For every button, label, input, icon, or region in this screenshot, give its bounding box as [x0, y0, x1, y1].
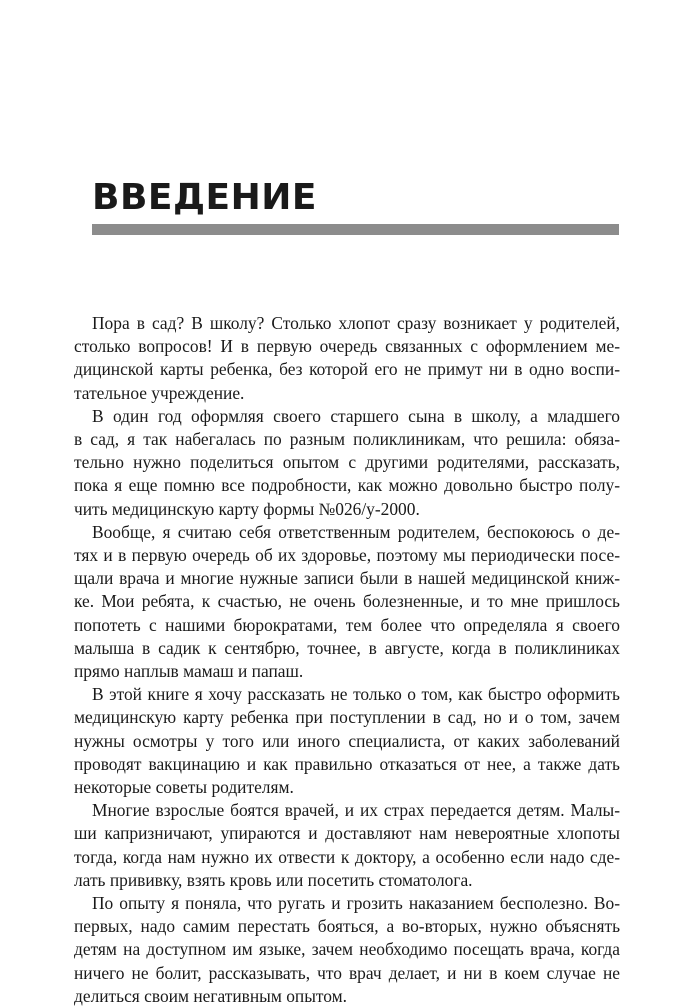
- text-line: в сад, я так набегалась по разным поликлиникам, что решила: обяза-: [74, 429, 620, 450]
- text-line: По опыту я поняла, что ругать и грозить наказанием бесполезно. Во-: [92, 893, 620, 914]
- text-line: ши капризничают, упираются и доставляют нам невероятные хлопоты: [74, 823, 620, 844]
- text-line: ке. Мои ребята, к счастью, не очень болезненные, и то мне пришлось: [74, 591, 620, 612]
- text-line: тях и в первую очередь об их здоровье, поэтому мы периодически посе-: [74, 545, 620, 566]
- paragraph: [74, 312, 620, 405]
- text-line: малыша в садик к сентябрю, точнее, в августе, когда в поликлиниках: [74, 637, 620, 658]
- text-line: В этой книге я хочу рассказать не только о том, как быстро оформить: [92, 684, 620, 705]
- text-line: чить медицинскую карту формы №026/у-2000.: [74, 498, 420, 519]
- paragraph: [74, 892, 620, 1008]
- text-line: тогда, когда нам нужно их отвести к доктору, а особенно если надо сде-: [74, 846, 620, 867]
- text-line: тательное учреждение.: [74, 382, 245, 403]
- text-line: делиться своим негативным опытом.: [74, 985, 347, 1006]
- text-line: лать прививку, взять кровь или посетить стоматолога.: [74, 869, 473, 890]
- text-line: пока я еще помню все подробности, как можно довольно быстро полу-: [74, 475, 620, 496]
- paragraph: [74, 521, 620, 683]
- text-line: щали врача и многие нужные записи были в нашей медицинской книж-: [74, 568, 620, 589]
- text-line: столько вопросов! И в первую очередь связанных с оформлением ме-: [74, 336, 620, 357]
- text-line: медицинскую карту ребенка при поступлении в сад, но и о том, зачем: [74, 707, 620, 728]
- text-line: ничего не болит, рассказывать, что врач делает, и ни в коем случае не: [74, 962, 620, 983]
- text-line: детям на доступном им языке, зачем необходимо посещать врача, когда: [74, 939, 620, 960]
- text-line: некоторые советы родителям.: [74, 777, 294, 798]
- chapter-title: ВВЕДЕНИЕ: [92, 177, 317, 218]
- paragraph: [74, 683, 620, 799]
- paragraph: [74, 405, 620, 521]
- text-line: В один год оформляя своего старшего сына в школу, а младшего: [92, 405, 620, 426]
- text-line: тельно нужно поделиться опытом с другими родителями, рассказать,: [74, 452, 620, 473]
- body-text: [74, 312, 620, 1008]
- text-line: прямо наплыв мамаш и папаш.: [74, 661, 304, 682]
- text-line: проводят вакцинацию и как правильно отказаться от нее, а также дать: [74, 753, 620, 774]
- paragraph: [74, 799, 620, 892]
- text-line: Вообще, я считаю себя ответственным родителем, беспокоюсь о де-: [92, 521, 620, 542]
- text-line: Пора в сад? В школу? Столько хлопот сразу возникает у родителей,: [92, 313, 620, 333]
- text-line: Многие взрослые боятся врачей, и их страх передается детям. Малы-: [92, 800, 620, 821]
- text-line: попотеть с нашими бюрократами, тем более что определяла я своего: [74, 614, 620, 635]
- text-line: первых, надо самим перестать бояться, а во-вторых, нужно объяснять: [74, 916, 620, 937]
- title-rule: [92, 224, 619, 235]
- text-line: нужны осмотры у того или иного специалиста, от каких заболеваний: [74, 730, 620, 751]
- text-line: дицинской карты ребенка, без которой его не примут ни в одно воспи-: [74, 359, 620, 380]
